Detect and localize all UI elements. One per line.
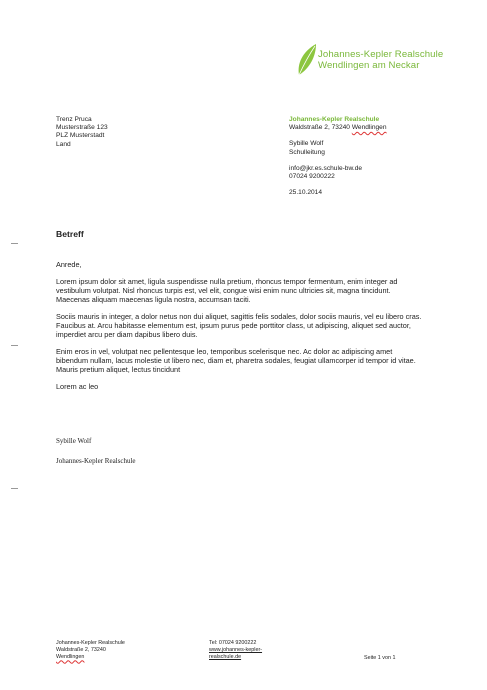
fold-mark bbox=[11, 345, 18, 346]
logo-school-name: Johannes-Kepler Realschule bbox=[318, 49, 444, 60]
sender-school: Johannes-Kepler Realschule bbox=[289, 116, 380, 123]
subject-line: Betreff bbox=[56, 229, 84, 239]
sender-street: Waldstraße 2, 73240 bbox=[289, 124, 350, 132]
sender-city: Wendlingen bbox=[351, 124, 387, 132]
closing-line: Lorem ac leo bbox=[56, 382, 99, 391]
footer-website-link-cont[interactable]: realschule.de bbox=[209, 653, 242, 660]
recipient-zip-city: PLZ Musterstadt bbox=[56, 132, 105, 140]
letter-date: 25.10.2014 bbox=[289, 189, 323, 197]
footer-website-link[interactable]: www.johannes-kepler- bbox=[209, 646, 263, 653]
footer-address bbox=[56, 640, 125, 660]
sender-address bbox=[289, 124, 387, 132]
footer-contact bbox=[209, 640, 262, 660]
recipient-name: Trenz Pruca bbox=[56, 116, 92, 123]
footer-phone: Tel: 07024 9200222 bbox=[209, 640, 257, 646]
logo-city: Wendlingen am Neckar bbox=[318, 60, 420, 71]
footer-city: Wendlingen bbox=[56, 653, 85, 660]
school-logo bbox=[296, 40, 456, 78]
letter-body bbox=[56, 260, 426, 399]
salutation: Anrede, bbox=[56, 260, 82, 269]
leaf-icon bbox=[296, 42, 318, 78]
sender-name: Sybille Wolf bbox=[289, 140, 324, 148]
recipient-street: Musterstraße 123 bbox=[56, 124, 108, 132]
sender-email: info@jkr.es.schule-bw.de bbox=[289, 164, 363, 172]
body-paragraph: Lorem ipsum dolor sit amet, ligula suspendisse nulla pretium, rhoncus tempor fermentum, enim integer ad vestibulum volutpat. Nisl rhoncus turpis est, vel elit, congue wisi enim nunc ultricies sit, magna tincidunt. Maecenas aliquam maecenas ligula nostra, accumsan taciti. bbox=[56, 277, 398, 304]
hole-punch-mark bbox=[11, 488, 18, 489]
body-paragraph: Sociis mauris in integer, a dolor netus non dui aliquet, sagittis felis sodales, dolor sociis mauris, vel eu libero cras. Faucibus at. Arcu habitasse elementum est, ipsum purus pede porttitor class, ut adipiscing, aliquet sed auctor, imperdiet arcu per diam dapibus libero duis. bbox=[56, 312, 422, 339]
body-paragraph: Enim eros in vel, volutpat nec pellentesque leo, temporibus scelerisque nec. Ac dolor ac adipiscing amet bibendum nullam, lacus molestie ut libero nec, diam et, pharetra sodales, feugiat ullamcorper id tempor id vitae. Mauris pretium aliquet, lectus tincidunt bbox=[56, 347, 416, 374]
signature-school: Johannes-Kepler Realschule bbox=[56, 457, 136, 465]
footer-page-number: Seite 1 von 1 bbox=[364, 655, 396, 661]
sender-role: Schulleitung bbox=[289, 148, 325, 156]
sender-block bbox=[289, 116, 387, 197]
fold-mark bbox=[11, 243, 18, 244]
recipient-country: Land bbox=[56, 140, 71, 148]
signature-name: Sybille Wolf bbox=[56, 437, 92, 445]
footer-school: Johannes-Kepler Realschule bbox=[56, 640, 125, 646]
footer-street: Waldstraße 2, 73240 bbox=[56, 646, 106, 653]
sender-phone: 07024 9200222 bbox=[289, 173, 335, 181]
recipient-address bbox=[56, 116, 108, 149]
